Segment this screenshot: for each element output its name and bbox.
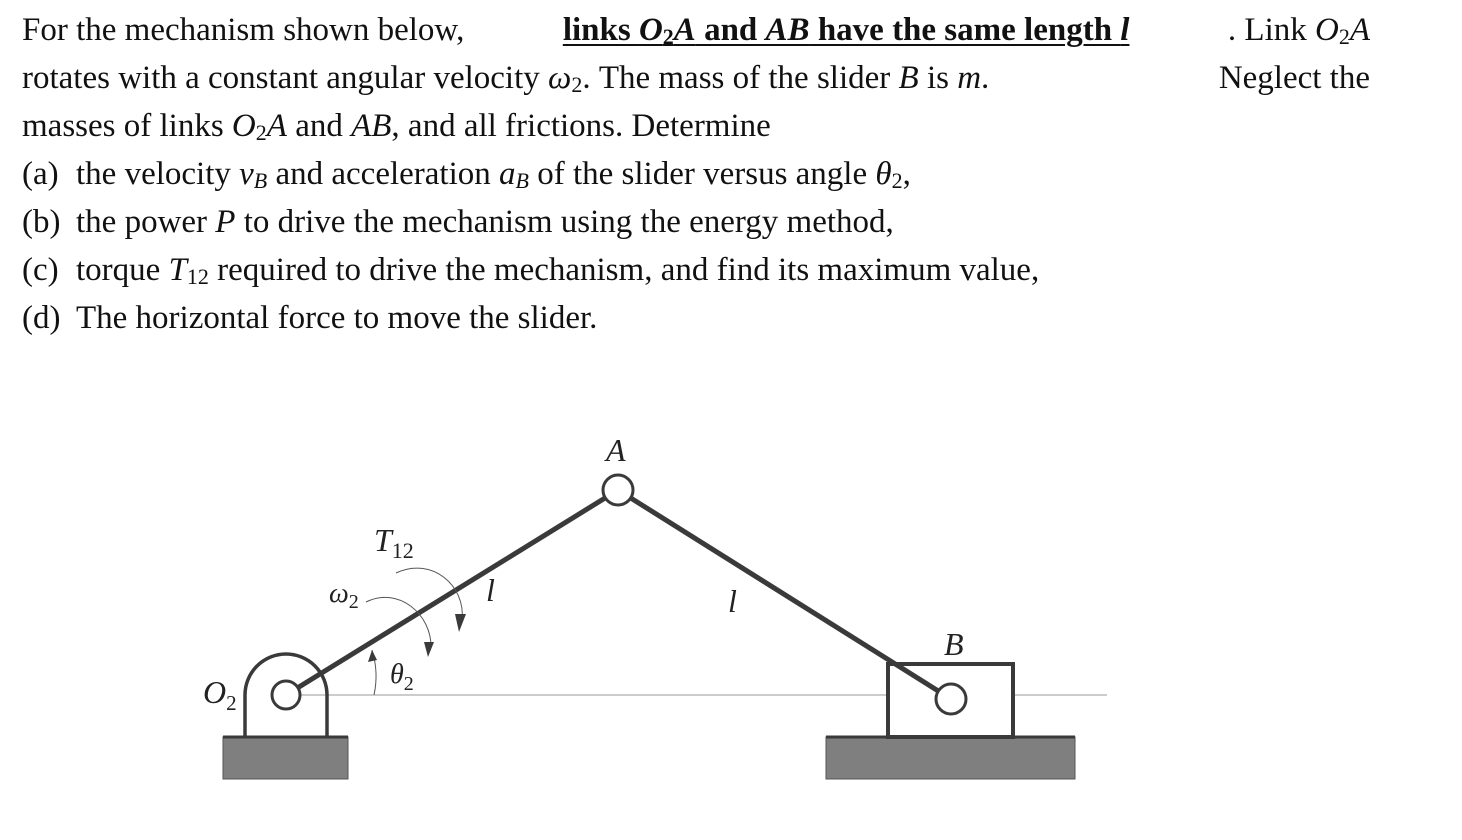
question-b: (b) the power P to drive the mechanism using the energy method, [22,198,1442,246]
joint-b [936,684,966,714]
label-t12: $T_{12}$ [374,522,414,563]
emphasis-same-length: links $O_2A$ and AB have the same length l [562,12,1130,49]
question-a: (a) the velocity $v_B$ and acceleration $a_B$ of the slider versus angle $\theta_2$, [22,150,1442,198]
theta-arrow-icon [368,650,377,662]
label-omega2: $\omega_2$ [329,578,359,613]
link-ab [618,490,951,699]
label-l-right: l [728,583,737,619]
label-l-left: l [486,572,495,608]
question-a-label: (a) [22,156,59,192]
label-a: A [606,432,626,468]
line1-suffix: . Link $O_2A$ [1227,12,1370,49]
ground-left [223,737,348,779]
line1-prefix: For the mechanism shown below, [22,12,465,48]
question-c-label: (c) [22,252,59,288]
torque-arrow-icon [455,614,466,632]
joint-a [603,475,633,505]
omega-arrow-icon [424,642,434,657]
problem-line-3: masses of links $O_2A$ and AB, and all frictions. Determine [22,108,771,145]
ground-right [826,737,1075,779]
line2-left: rotates with a constant angular velocity $\omega_2$. The mass of the slider B is m. [22,60,990,97]
joint-o2 [272,681,300,709]
label-theta2: $\theta_2$ [390,659,414,695]
question-b-label: (b) [22,204,61,240]
label-o2: $O_2$ [203,674,237,715]
line2-right: Neglect the [1218,60,1370,96]
question-d-label: (d) [22,300,61,336]
question-d: (d) The horizontal force to move the slider. [22,294,1442,342]
question-c: (c) torque $T_{12}$ required to drive the mechanism, and find its maximum value, [22,246,1442,294]
label-b: B [944,626,964,662]
